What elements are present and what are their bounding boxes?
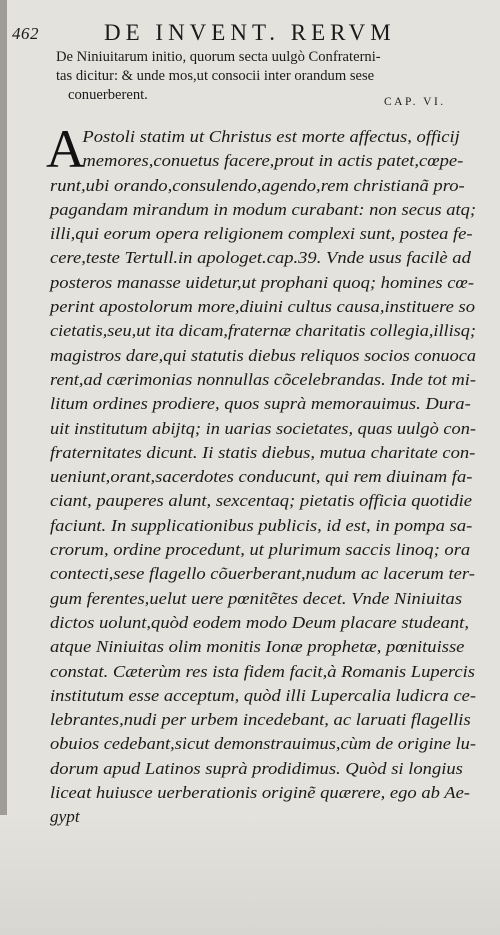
text-line: perint apostolorum more,diuini cultus causa,instituere so [50, 297, 476, 317]
text-line: fraternitates dicunt. Ii statis diebus, mutua charitate con- [50, 442, 476, 462]
text-line: cietatis,seu,ut ita dicam,fraternæ charitatis collegia,illisq; [50, 321, 476, 341]
page-number: 462 [12, 24, 39, 43]
text-line: ueniunt,orant,sacerdotes conducunt, qui rem diuinam fa- [50, 467, 473, 487]
text-line: gum ferentes,uelut uere pœnitẽtes decet. Vnde Niniuitas [50, 588, 463, 608]
summary-line: tas dicitur: & unde mos,ut consocii inter orandum sese [56, 68, 375, 84]
text-line: liceat huiusce uerberationis originẽ quærere, ego ab Ae- [50, 783, 470, 803]
drop-cap: A [46, 119, 85, 179]
body-text [50, 125, 476, 830]
text-line: atque Niniuitas olim monitis Ionæ prophetæ, pœnituisse [50, 637, 465, 657]
text-line: illi,qui eorum opera religionem complexi sunt, postea fe- [50, 224, 473, 244]
running-title: DE INVENT. RERVM [104, 20, 396, 45]
text-line: institutum esse acceptum, quòd illi Lupercalia ludicra ce- [50, 685, 476, 705]
text-line: crorum, ordine procedunt, ut plurimum saccis linoq; ora [50, 540, 471, 560]
summary-line: conuerberent. [68, 87, 148, 103]
text-line: obuios cedebant,sicut demonstrauimus,cùm de origine lu- [50, 734, 477, 754]
running-head [12, 20, 486, 46]
summary-line: De Niniuitarum initio, quorum secta uulgò Confraterni- [56, 49, 381, 65]
text-line: ciant, pauperes alunt, sexcentaq; pietatis officia quotidie [50, 491, 473, 511]
text-line: posteros manasse uidetur,ut prophani quoq; homines cœ- [50, 272, 475, 292]
text-line: uit institutum abijtq; in uarias societates, quas uulgò con- [50, 418, 477, 438]
page-gutter-edge [0, 0, 7, 935]
text-line: litum ordines prodiere, quos suprà memorauimus. Dura- [50, 394, 471, 414]
text-line: memores,conuetus facere,prout in actis patet,cœpe- [82, 151, 464, 171]
text-line: dorum apud Latinos suprà prodidimus. Quòd si longius [50, 758, 463, 778]
text-line: dictos uolunt,quòd eodem modo Deum placare studeant, [50, 612, 469, 632]
text-line: constat. Cæterùm res ista fidem facit,à Romanis Lupercis [50, 661, 476, 681]
text-line: Postoli statim ut Christus est morte affectus, officij [82, 127, 460, 146]
text-line: cere,teste Tertull.in apologet.cap.39. Vnde usus facilè ad [50, 248, 471, 268]
text-line: magistros dare,qui statutis diebus reliquos socios conuoca [50, 345, 477, 365]
text-line: gypt [50, 807, 80, 827]
text-line: runt,ubi orando,consulendo,agendo,rem christianã pro- [50, 175, 465, 195]
text-line: lebrantes,nudi per urbem incedebant, ac laruati flagellis [50, 710, 471, 730]
text-line: faciunt. In supplicationibus publicis, id est, in pompa sa- [50, 515, 473, 535]
chapter-label: CAP. VI. [384, 96, 446, 108]
blank-page-bottom [0, 815, 500, 935]
text-line: pagandam mirandum in modum curabant: non secus atq; [50, 199, 477, 219]
text-line: rent,ad cærimonias nonnullas cõcelebrandas. Inde tot mi- [50, 369, 476, 389]
text-line: contecti,sese flagello cõuerberant,nudum ac lacerum ter- [50, 564, 475, 584]
